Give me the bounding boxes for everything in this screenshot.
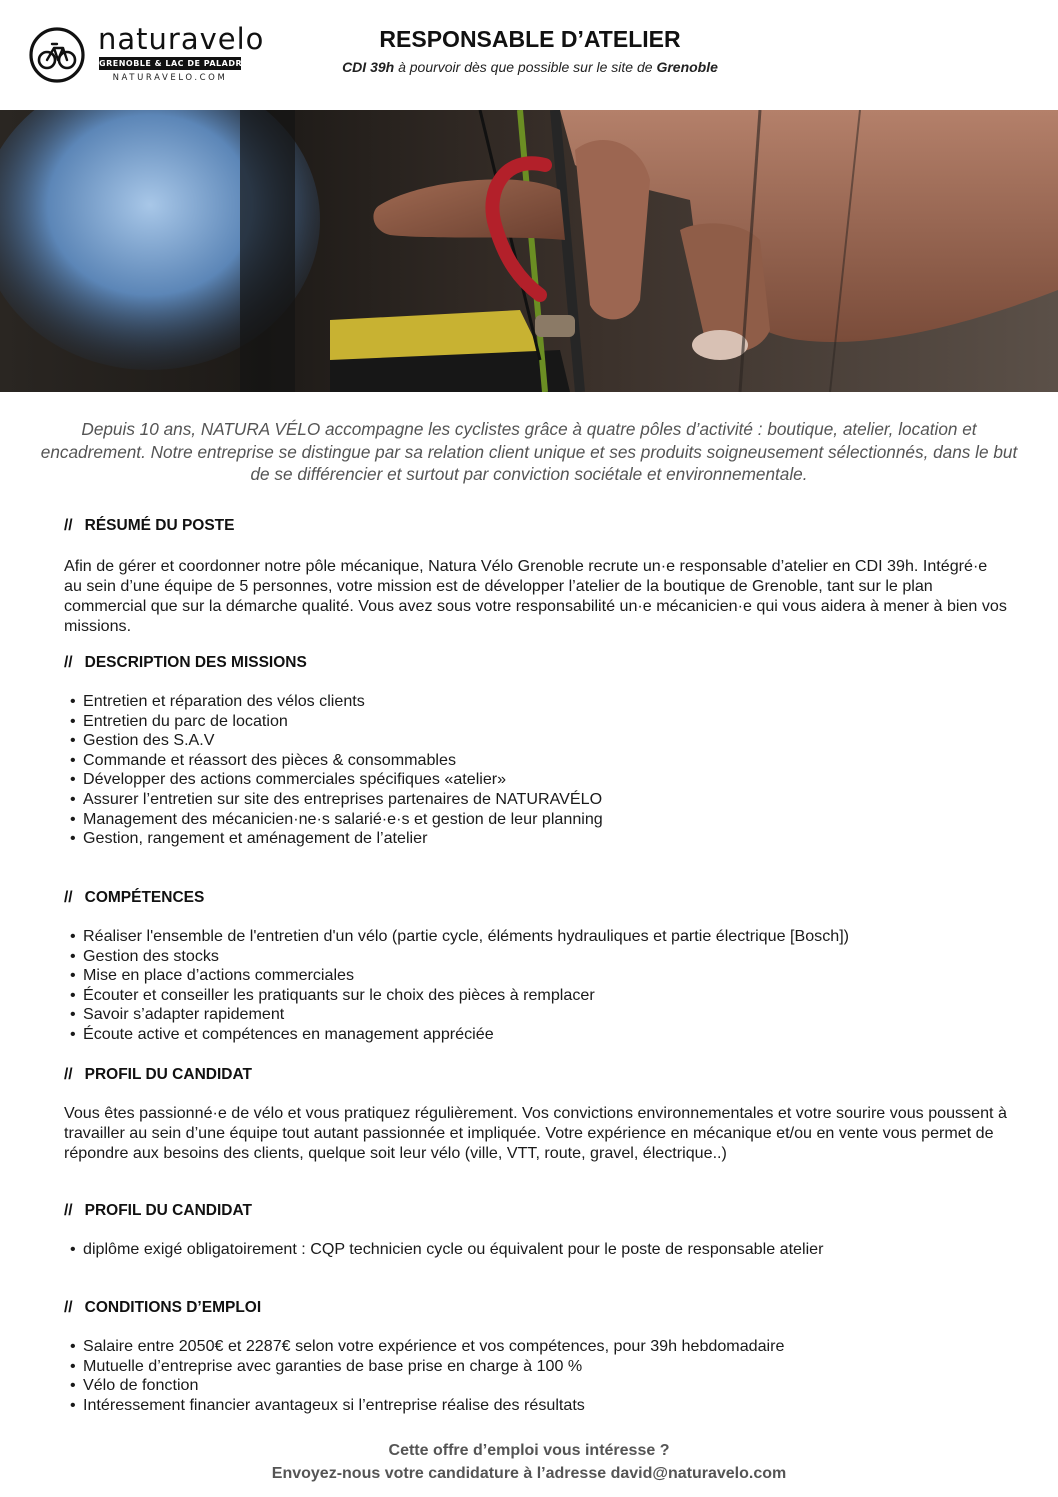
logo-url: NATURAVELO.COM: [112, 73, 228, 83]
bullet-dot: •: [70, 1337, 76, 1355]
bullet-dot: •: [70, 789, 76, 808]
list-item-text: Mutuelle d’entreprise avec garanties de base prise en charge à 100 %: [83, 1356, 583, 1375]
list-item: [70, 1240, 1030, 1260]
list-item-text: Développer des actions commerciales spécifiques «atelier»: [83, 770, 507, 789]
bullet-dot: •: [70, 966, 76, 985]
list-item-text: Écoute active et compétences en management appréciée: [83, 1024, 494, 1043]
bullet-dot: •: [70, 1356, 76, 1375]
list-item-text: Intéressement financier avantageux si l’entreprise réalise des résultats: [83, 1395, 585, 1414]
list-item-text: diplôme exigé obligatoirement : CQP technicien cycle ou équivalent pour le poste de responsable atelier: [83, 1240, 824, 1258]
profil-requirements-list: [70, 1240, 1030, 1260]
bullet-dot: •: [70, 711, 76, 730]
list-item: [70, 1005, 1030, 1025]
list-item: [70, 770, 1030, 790]
bullet-dot: •: [70, 692, 76, 710]
section-label: DESCRIPTION DES MISSIONS: [84, 654, 307, 671]
section-title-missions: [64, 654, 307, 672]
section-prefix: //: [64, 889, 73, 906]
list-item: [70, 810, 1030, 830]
list-item: [70, 790, 1030, 810]
section-label: PROFIL DU CANDIDAT: [84, 1066, 252, 1083]
bullet-dot: •: [70, 770, 76, 789]
resume-paragraph: Afin de gérer et coordonner notre pôle mécanique, Natura Vélo Grenoble recrute un·e responsable d’atelier en CDI 39h. Intégré·e au sein d’une équipe de 5 personnes, votre mission est de développer l’atelier de la boutique de Grenoble, tant sur le plan commercial que sur la démarche qualité. Vous avez sous votre responsabilité un·e mécanicien·e qui vous aidera à mener à bien vos missions.: [64, 557, 1007, 635]
bullet-dot: •: [70, 1005, 76, 1024]
bullet-dot: •: [70, 1024, 76, 1043]
section-label: CONDITIONS D’EMPLOI: [84, 1299, 262, 1316]
list-item: [70, 712, 1030, 732]
list-item: [70, 927, 1030, 947]
section-prefix: //: [64, 517, 73, 534]
section-label: COMPÉTENCES: [84, 889, 205, 906]
section-prefix: //: [64, 654, 73, 671]
section-title-conditions: [64, 1299, 261, 1317]
section-label: RÉSUMÉ DU POSTE: [84, 517, 235, 534]
list-item-text: Management des mécanicien·ne·s salarié·e·s et gestion de leur planning: [83, 809, 603, 828]
section-prefix: //: [64, 1299, 73, 1316]
profil-paragraph: Vous êtes passionné·e de vélo et vous pratiquez régulièrement. Vos convictions environnementales et votre sourire vous poussent à travailler au sein d’une équipe tout autant passionnée et impliquée. Votre expérience en mécanique et/ou en vente vous permet de répondre aux besoins des clients, quelque soit leur vélo (ville, VTT, route, gravel, électrique..): [64, 1104, 1007, 1162]
list-item: [70, 1357, 1030, 1377]
conditions-list: [70, 1337, 1030, 1415]
contract-type: CDI 39h: [342, 59, 395, 75]
bicycle-logo-icon: [28, 26, 86, 84]
list-item-text: Assurer l’entretien sur site des entreprises partenaires de NATURAVÉLO: [83, 789, 603, 808]
page-subtitle: [250, 59, 810, 75]
bullet-dot: •: [70, 731, 76, 750]
hero-photo: [0, 110, 1058, 392]
list-item-text: Écouter et conseiller les pratiquants sur le choix des pièces à remplacer: [83, 985, 595, 1004]
list-item-text: Vélo de fonction: [83, 1376, 199, 1395]
list-item-text: Salaire entre 2050€ et 2287€ selon votre expérience et vos compétences, pour 39h hebdomadaire: [83, 1337, 785, 1355]
section-prefix: //: [64, 1066, 73, 1083]
list-item-text: Mise en place d’actions commerciales: [83, 966, 355, 985]
list-item: [70, 829, 1030, 849]
logo-tagline: GRENOBLE & LAC DE PALADRU: [99, 59, 250, 68]
subtitle-middle: à pourvoir dès que possible sur le site de: [394, 59, 657, 75]
competences-list: [70, 927, 1030, 1045]
list-item-text: Gestion, rangement et aménagement de l’atelier: [83, 829, 428, 848]
logo-wordmark: naturavelo: [98, 22, 265, 56]
bullet-dot: •: [70, 1376, 76, 1395]
bicycle-mechanic-photo-icon: [0, 110, 1058, 392]
section-title-profil-2: [64, 1202, 252, 1220]
list-item: [70, 986, 1030, 1006]
list-item: [70, 751, 1030, 771]
footer-contact: Envoyez-nous votre candidature à l’adresse david@naturavelo.com: [271, 1465, 787, 1482]
list-item: [70, 1025, 1030, 1045]
list-item: [70, 692, 1030, 712]
missions-list: [70, 692, 1030, 849]
bullet-dot: •: [70, 946, 76, 965]
company-intro: Depuis 10 ans, NATURA VÉLO accompagne les cyclistes grâce à quatre pôles d’activité : boutique, atelier, location et encadrement. Notre entreprise se distingue par sa relation client unique et ses produits soigneusement sélectionnés, dans le but de se différencier et surtout par conviction sociétale et environnementale.: [40, 419, 1018, 484]
footer-question: Cette offre d’emploi vous intéresse ?: [388, 1442, 670, 1459]
bullet-dot: •: [70, 1395, 76, 1414]
page-title: RESPONSABLE D’ATELIER: [379, 26, 681, 52]
list-item: [70, 731, 1030, 751]
list-item: [70, 947, 1030, 967]
section-title-resume: [64, 517, 234, 535]
section-title-profil: [64, 1066, 252, 1084]
list-item-text: Gestion des stocks: [83, 946, 219, 965]
list-item-text: Entretien et réparation des vélos clients: [83, 692, 365, 710]
list-item-text: Savoir s’adapter rapidement: [83, 1005, 285, 1024]
list-item: [70, 966, 1030, 986]
bullet-dot: •: [70, 927, 76, 945]
list-item: [70, 1337, 1030, 1357]
list-item: [70, 1376, 1030, 1396]
list-item-text: Commande et réassort des pièces & consommables: [83, 750, 457, 769]
section-title-competences: [64, 889, 204, 907]
section-prefix: //: [64, 1202, 73, 1219]
bullet-dot: •: [70, 829, 76, 848]
footer-cta: [0, 1439, 1058, 1485]
list-item-text: Réaliser l'ensemble de l'entretien d'un vélo (partie cycle, éléments hydrauliques et partie électrique [Bosch]): [83, 927, 850, 945]
section-label: PROFIL DU CANDIDAT: [84, 1202, 252, 1219]
bullet-dot: •: [70, 1240, 76, 1258]
naturavelo-logo: [28, 22, 265, 88]
bullet-dot: •: [70, 750, 76, 769]
list-item-text: Entretien du parc de location: [83, 711, 288, 730]
bullet-dot: •: [70, 809, 76, 828]
job-city: Grenoble: [656, 59, 718, 75]
list-item: [70, 1396, 1030, 1416]
bullet-dot: •: [70, 985, 76, 1004]
list-item-text: Gestion des S.A.V: [83, 731, 215, 750]
